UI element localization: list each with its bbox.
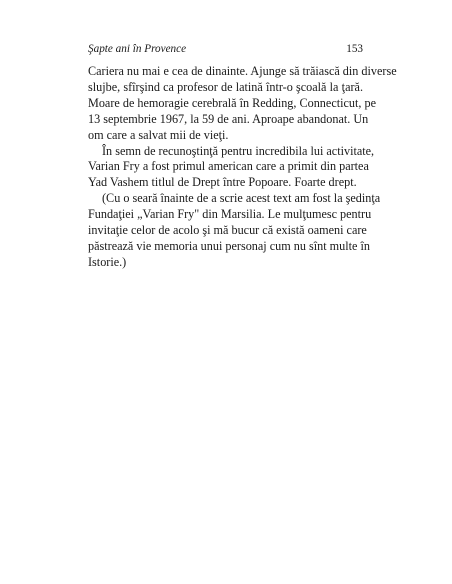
text-line: Moare de hemoragie cerebrală în Redding, Connecticut, pe [88,95,376,110]
text-line: invitaţie celor de acolo şi mă bucur că există oameni care [88,223,367,238]
text-line: (Cu o seară înainte de a scrie acest text am fost la şedinţa [102,191,381,206]
text-line: Yad Vashem titlul de Drept între Popoare. Foarte drept. [88,175,357,190]
text-line: Istorie.) [88,254,127,269]
text-line: Cariera nu mai e cea de dinainte. Ajunge să trăiască din diverse [88,64,397,78]
text-line: 13 septembrie 1967, la 59 de ani. Aproape abandonat. Un [88,111,369,126]
text-line: Varian Fry a fost primul american care a primit din partea [88,159,369,174]
page-header [88,41,363,57]
body-text [88,64,397,271]
page-number: 153 [346,43,363,55]
text-line: Fundaţiei „Varian Fry" din Marsilia. Le mulţumesc pentru [88,207,372,222]
text-line: om care a salvat mii de vieţi. [88,127,229,142]
text-line: În semn de recunoştinţă pentru incredibila lui activitate, [102,143,375,158]
text-line: păstrează vie memoria unui personaj cum nu sînt multe în [88,238,370,253]
running-head: Şapte ani în Provence [88,43,187,55]
text-line: slujbe, sfîrşind ca profesor de latină într-o şcoală la ţară. [88,79,363,94]
